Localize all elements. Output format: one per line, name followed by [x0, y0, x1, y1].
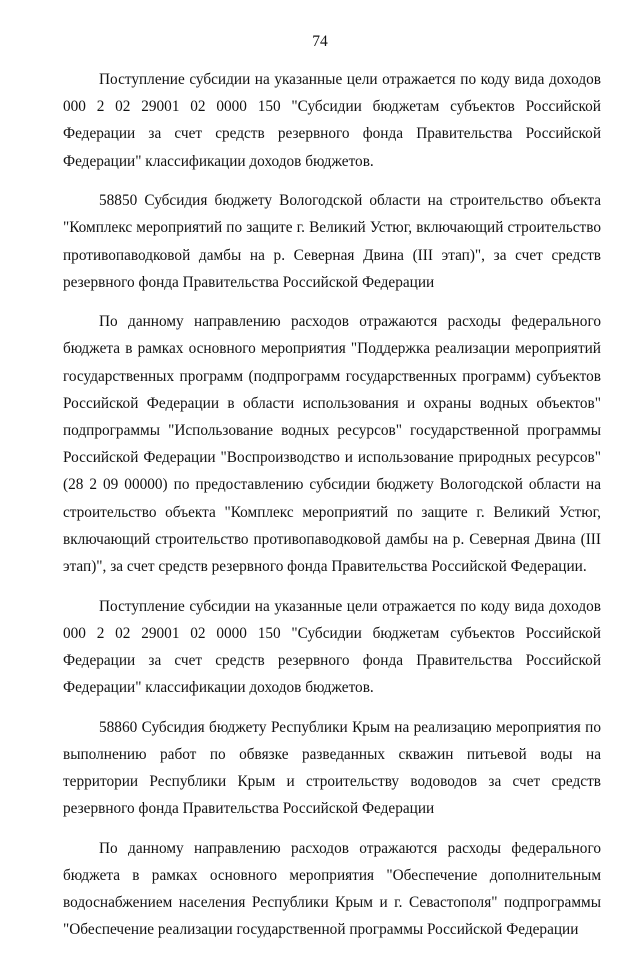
- paragraph-subsidy-58860-title: 58860 Субсидия бюджету Республики Крым на реализацию мероприятия по выполнению работ по обвязке разведанных скважин питьевой воды на территории Республики Крым и строительству водоводов за счет средств резервного фонда Правительства Российской Федерации: [63, 718, 601, 818]
- paragraph-subsidy-58860-description: По данному направлению расходов отражаются расходы федерального бюджета в рамках основного мероприятия "Обеспечение дополнительным водоснабжением населения Республики Крым и г. Севастополя" подпрограммы "Обеспечение реализации государственной программы Российской Федерации: [63, 839, 601, 939]
- paragraph-revenue-code-2: Поступление субсидии на указанные цели отражается по коду вида доходов 000 2 02 29001 02 0000 150 "Субсидии бюджетам субъектов Российской Федерации за счет средств резервного фонда Правительства Российской Федерации" классификации доходов бюджетов.: [63, 597, 601, 697]
- page-number: 74: [312, 33, 328, 50]
- paragraph-subsidy-58850-description: По данному направлению расходов отражаются расходы федерального бюджета в рамках основного мероприятия "Поддержка реализации мероприятий государственных программ (подпрограмм государственных программ) субъектов Российской Федерации в области использования и охраны водных объектов" подпрограммы "Использование водных ресурсов" государственной программы Российской Федерации "Воспроизводство и использование природных ресурсов" (28 2 09 00000) по предоставлению субсидии бюджету Вологодской области на строительство объекта "Комплекс мероприятий по защите г. Великий Устюг, включающий строительство противопаводковой дамбы на р. Северная Двина (III этап)", за счет средств резервного фонда Правительства Российской Федерации.: [63, 313, 601, 576]
- paragraph-revenue-code-1: Поступление субсидии на указанные цели отражается по коду вида доходов 000 2 02 29001 02 0000 150 "Субсидии бюджетам субъектов Российской Федерации за счет средств резервного фонда Правительства Российской Федерации" классификации доходов бюджетов.: [63, 71, 601, 170]
- document-body: [63, 66, 601, 956]
- paragraph-subsidy-58850-title: 58850 Субсидия бюджету Вологодской области на строительство объекта "Комплекс мероприятий по защите г. Великий Устюг, включающий строительство противопаводковой дамбы на р. Северная Двина (III этап)", за счет средств резервного фонда Правительства Российской Федерации: [63, 192, 601, 291]
